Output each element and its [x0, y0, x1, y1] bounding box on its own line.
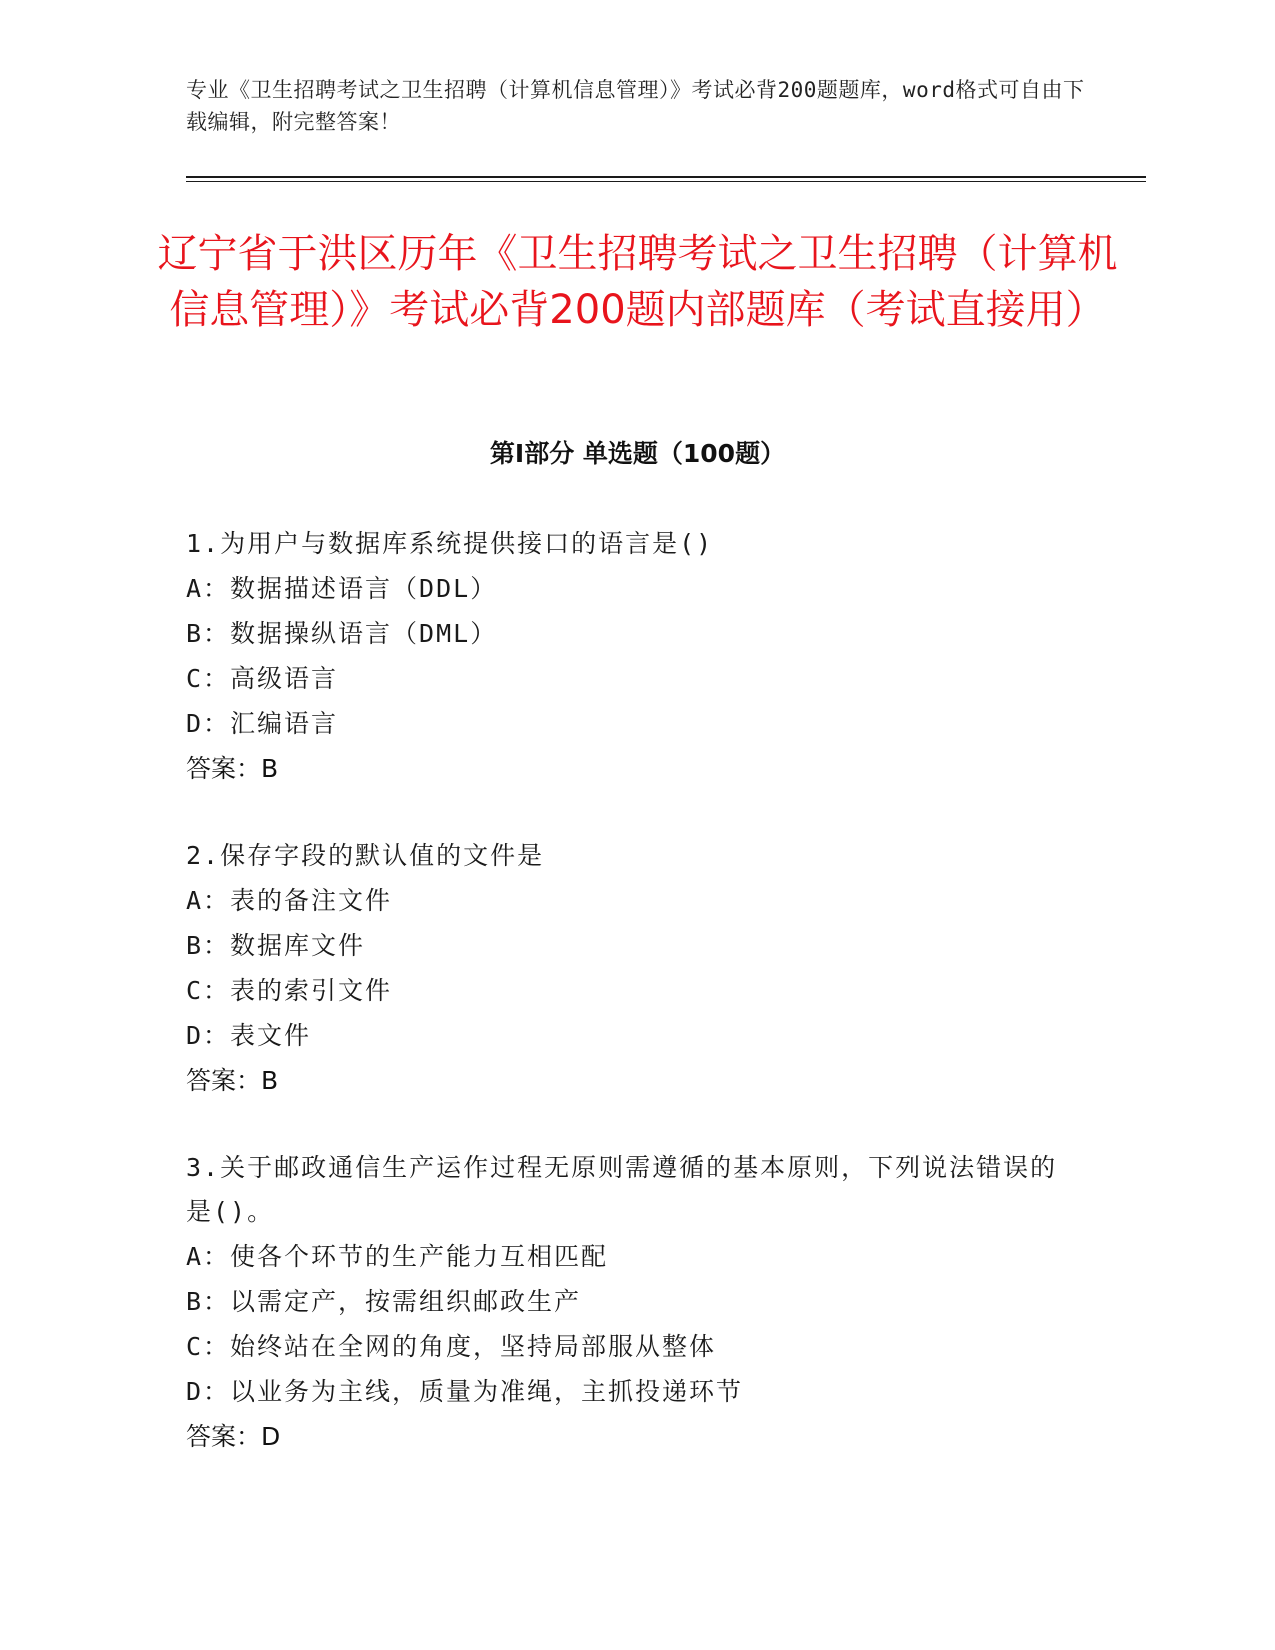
question-answer: 答案：D [186, 1422, 281, 1451]
question-item [186, 1146, 1066, 1460]
question-item [186, 834, 1066, 1104]
question-option-c: C：高级语言 [186, 664, 339, 693]
question-option-b: B：数据库文件 [186, 931, 366, 960]
question-stem: 1.为用户与数据库系统提供接口的语言是() [186, 529, 714, 558]
question-option-a: A：数据描述语言（DDL） [186, 574, 498, 603]
question-option-c: C：始终站在全网的角度，坚持局部服从整体 [186, 1332, 717, 1361]
header-note: 专业《卫生招聘考试之卫生招聘（计算机信息管理）》考试必背200题题库，word格式可自由下载编辑，附完整答案！ [186, 78, 1085, 134]
document-title: 辽宁省于洪区历年《卫生招聘考试之卫生招聘（计算机信息管理）》考试必背200题内部题库（考试直接用） [157, 231, 1118, 333]
question-option-d: D：以业务为主线，质量为准绳，主抓投递环节 [186, 1377, 744, 1406]
question-option-b: B：以需定产，按需组织邮政生产 [186, 1287, 582, 1316]
header-rule-thick [186, 176, 1146, 178]
question-stem: 3.关于邮政通信生产运作过程无原则需遵循的基本原则，下列说法错误的是()。 [186, 1153, 1058, 1226]
question-list [186, 522, 1066, 1502]
question-option-a: A：使各个环节的生产能力互相匹配 [186, 1242, 609, 1271]
question-answer: 答案：B [186, 754, 279, 783]
question-option-d: D：汇编语言 [186, 709, 339, 738]
question-option-d: D：表文件 [186, 1021, 312, 1050]
question-option-c: C：表的索引文件 [186, 976, 393, 1005]
header-rule-thin [186, 181, 1146, 182]
section-title: 第Ⅰ部分 单选题（100题） [489, 439, 786, 468]
question-option-a: A：表的备注文件 [186, 886, 393, 915]
question-answer: 答案：B [186, 1066, 279, 1095]
question-option-b: B：数据操纵语言（DML） [186, 619, 498, 648]
question-stem: 2.保存字段的默认值的文件是 [186, 841, 545, 870]
question-item [186, 522, 1066, 792]
